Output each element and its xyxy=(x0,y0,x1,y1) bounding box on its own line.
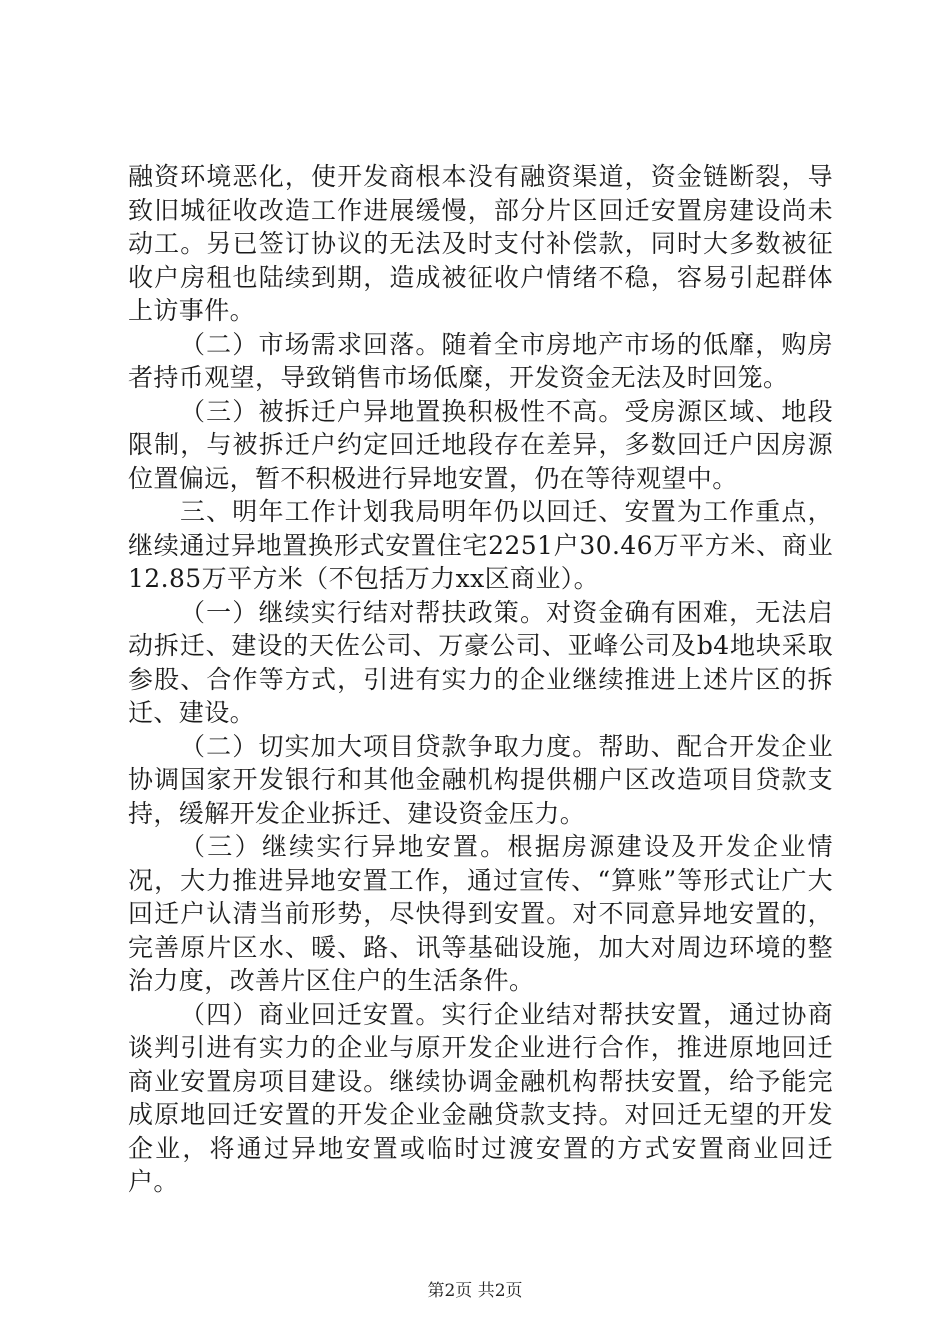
paragraph-project-loans: （二）切实加大项目贷款争取力度。帮助、配合开发企业协调国家开发银行和其他金融机构提供棚户区改造项目贷款支持，缓解开发企业拆迁、建设资金压力。 xyxy=(128,731,833,828)
paragraph-off-site-resettlement: （三）继续实行异地安置。根据房源建设及开发企业情况，大力推进异地安置工作，通过宣传、“算账”等形式让广大回迁户认清当前形势，尽快得到安置。对不同意异地安置的，完善原片区水、暖、路、讯等基础设施，加大对周边环境的整治力度，改善片区住户的生活条件。 xyxy=(128,832,833,995)
paragraph-pairing-assistance: （一）继续实行结对帮扶政策。对资金确有困难，无法启动拆迁、建设的天佐公司、万豪公司、亚峰公司及b4地块采取参股、合作等方式，引进有实力的企业继续推进上述片区的拆迁、建设。 xyxy=(128,597,833,727)
page-footer: 第2页 共2页 xyxy=(427,1281,523,1301)
paragraph-commercial-resettlement: （四）商业回迁安置。实行企业结对帮扶安置，通过协商谈判引进有实力的企业与原开发企业进行合作，推进原地回迁商业安置房项目建设。继续协调金融机构帮扶安置，给予能完成原地回迁安置的开发企业金融贷款支持。对回迁无望的开发企业，将通过异地安置或临时过渡安置的方式安置商业回迁户。 xyxy=(128,999,833,1196)
paragraph-relocation-enthusiasm: （三）被拆迁户异地置换积极性不高。受房源区域、地段限制，与被拆迁户约定回迁地段存在差异，多数回迁户因房源位置偏远，暂不积极进行异地安置，仍在等待观望中。 xyxy=(128,396,833,493)
paragraph-next-year-plan: 三、明年工作计划我局明年仍以回迁、安置为工作重点，继续通过异地置换形式安置住宅2251户30.46万平方米、商业12.85万平方米（不包括万力xx区商业）。 xyxy=(128,497,833,593)
document-body xyxy=(128,160,833,1199)
paragraph-continuation: 融资环境恶化，使开发商根本没有融资渠道，资金链断裂，导致旧城征收改造工作进展缓慢，部分片区回迁安置房建设尚未动工。另已签订协议的无法及时支付补偿款，同时大多数被征收户房租也陆续到期，造成被征收户情绪不稳，容易引起群体上访事件。 xyxy=(128,162,833,325)
paragraph-market-demand: （二）市场需求回落。随着全市房地产市场的低靡，购房者持币观望，导致销售市场低糜，开发资金无法及时回笼。 xyxy=(128,329,833,392)
